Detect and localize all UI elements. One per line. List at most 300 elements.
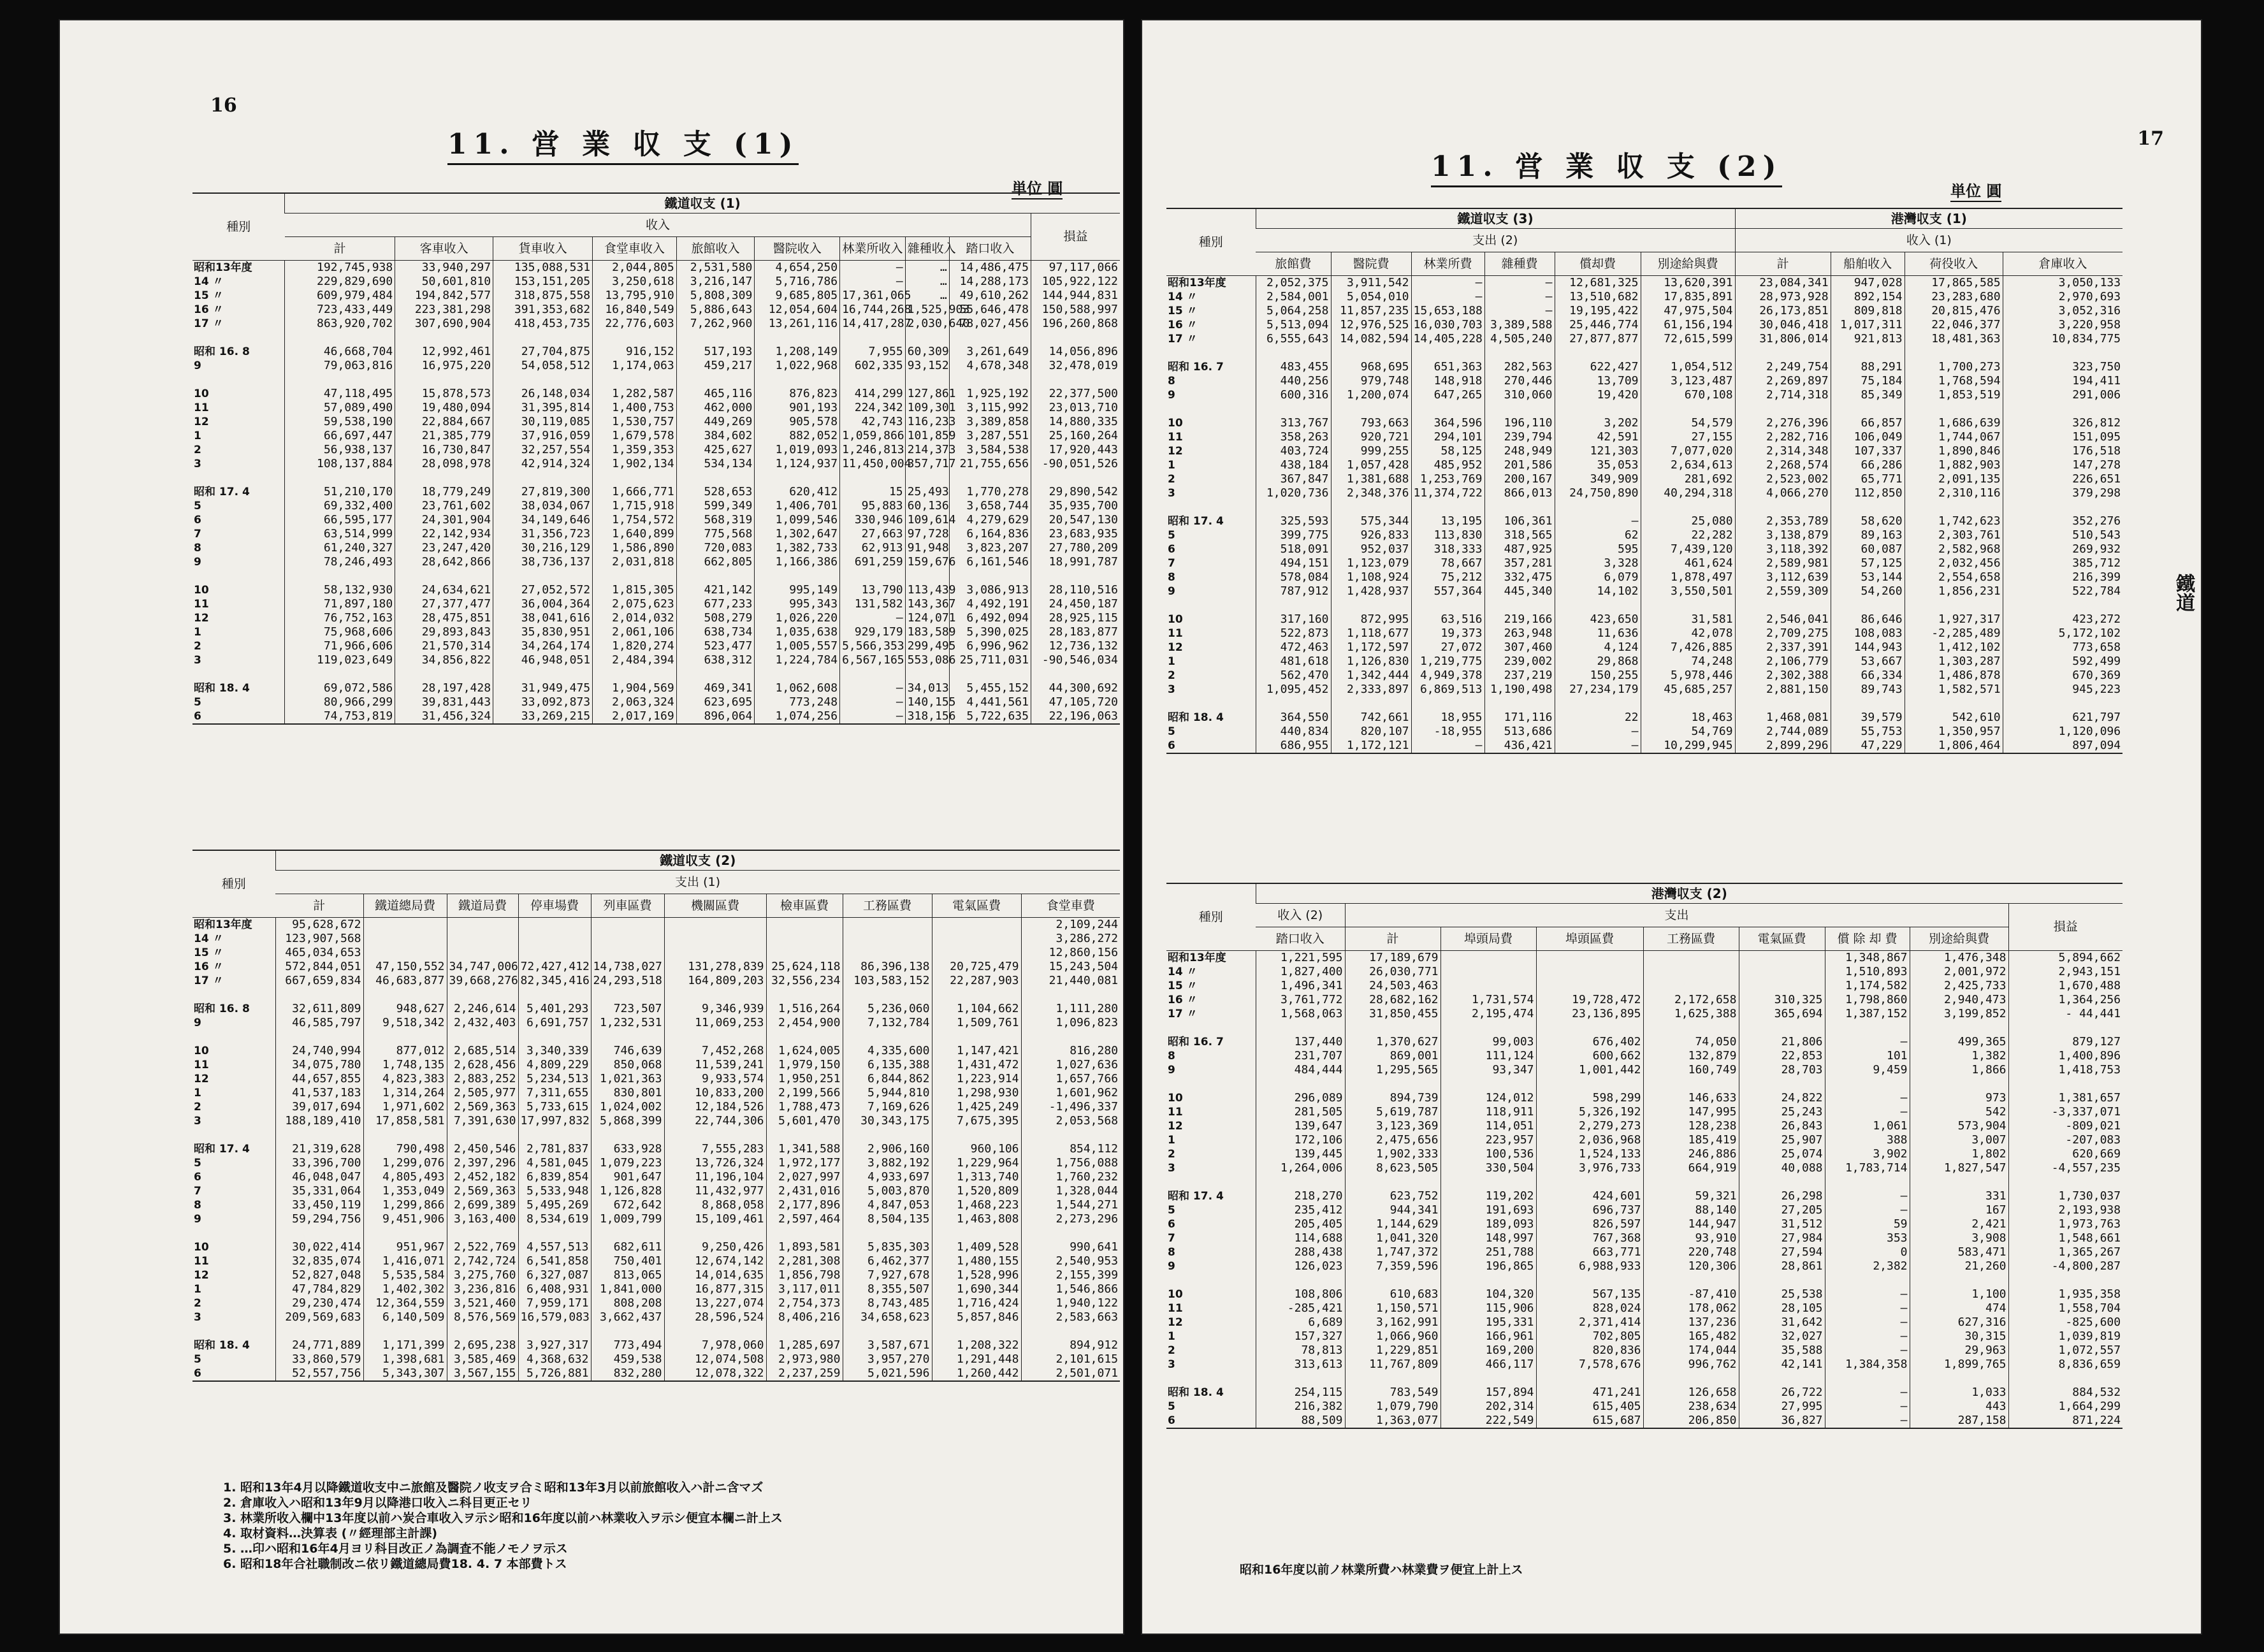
table-cell: 438,184 [1256, 458, 1331, 472]
table-cell: 494,151 [1256, 556, 1331, 570]
table-cell: 45,685,257 [1641, 683, 1735, 697]
col-header-type: 種別 [1166, 208, 1256, 276]
table-cell: 602,335 [840, 359, 906, 373]
table-cell: 2,195,474 [1440, 1007, 1536, 1021]
table-cell: 42,743 [840, 415, 906, 429]
table-cell: 59,321 [1643, 1189, 1739, 1203]
table-cell [591, 918, 664, 932]
row-period: 2 [194, 1296, 201, 1310]
table-cell: 353 [1825, 1231, 1910, 1245]
table-cell: 18,463 [1641, 711, 1735, 725]
table-cell: 440,834 [1256, 725, 1331, 739]
table-caption: 港灣収支 (1) [1735, 208, 2122, 229]
row-period: 16 〃 [1168, 318, 1198, 331]
table-cell: 1,510,893 [1825, 965, 1910, 979]
table-cell: 71,897,180 [285, 597, 395, 611]
table-cell [1739, 979, 1825, 993]
table-cell: 1,418,753 [2008, 1063, 2122, 1077]
table-cell: 2,523,002 [1735, 472, 1831, 486]
table-cell: 3,328 [1555, 556, 1641, 570]
table-cell: 13,709 [1555, 374, 1641, 388]
table-cell: 39,579 [1831, 711, 1905, 725]
table-cell: 1,348,867 [1825, 951, 1910, 966]
table-cell: 485,952 [1411, 458, 1484, 472]
table-cell: 95,628,672 [275, 918, 363, 932]
table-cell: 25,493 [905, 485, 949, 499]
table-cell: 773,494 [591, 1338, 664, 1352]
row-period: 6 [1166, 1414, 1256, 1428]
table-cell [591, 932, 664, 946]
table-cell: 1,640,899 [593, 527, 677, 541]
table-cell: 1,528,996 [932, 1268, 1021, 1282]
table-cell: 29,868 [1555, 655, 1641, 669]
table-cell [840, 667, 906, 681]
table-cell [676, 331, 755, 345]
table-cell [493, 667, 593, 681]
table-cell: 828,024 [1536, 1301, 1643, 1315]
table-cell: 41,537,183 [275, 1086, 363, 1100]
row-period: 11 [194, 1254, 209, 1268]
table-cell: 55,753 [1831, 725, 1905, 739]
table-cell: 313,613 [1256, 1358, 1345, 1372]
table-caption: 鐵道収支 (1) [285, 193, 1120, 214]
table-cell: 2,030,640 [905, 317, 949, 331]
table-cell: 239,002 [1484, 655, 1555, 669]
table-cell: -809,021 [2008, 1119, 2122, 1133]
table-cell: 866,013 [1484, 486, 1555, 500]
table-cell: 1,788,473 [766, 1100, 843, 1114]
table-row [192, 387, 1120, 401]
table-cell: 3,389,858 [949, 415, 1031, 429]
table-cell [1166, 598, 1256, 612]
table-cell: 88,509 [1256, 1414, 1345, 1428]
table-cell: 775,568 [676, 527, 755, 541]
table-cell: 773,248 [755, 695, 840, 709]
table-cell [518, 1324, 591, 1338]
table-cell: 5,857,846 [932, 1310, 1021, 1324]
table-cell: 3,162,991 [1345, 1315, 1440, 1330]
table-cell: 26,148,034 [493, 387, 593, 401]
column-header: 計 [275, 894, 363, 918]
table-cell: — [1411, 290, 1484, 304]
table-cell: 326,812 [2003, 416, 2122, 430]
table-cell: 2,709,275 [1735, 627, 1831, 641]
table-cell: 3,007 [1910, 1133, 2008, 1147]
table-cell: 872,995 [1331, 612, 1411, 627]
table-cell: 568,319 [676, 513, 755, 527]
table-cell: 66,286 [1831, 458, 1905, 472]
table-cell: 1,303,287 [1905, 655, 2003, 669]
table-cell: 11,636 [1555, 627, 1641, 641]
table-cell: 13,795,910 [593, 289, 677, 303]
table-cell [591, 946, 664, 960]
table-caption: 鐵道収支 (3) [1256, 208, 1735, 229]
table-cell: 5,455,152 [949, 681, 1031, 695]
table-cell: 5,808,309 [676, 289, 755, 303]
table-cell: — [840, 261, 906, 275]
column-header: 醫院費 [1331, 252, 1411, 276]
table-cell: -1,496,337 [1021, 1100, 1120, 1114]
table-cell: 150,255 [1555, 669, 1641, 683]
table-cell: 3,287,551 [949, 429, 1031, 443]
row-period: 3 [194, 1310, 201, 1324]
table-row [1166, 1007, 2122, 1021]
table-cell: 11,450,004 [840, 457, 906, 471]
table-row [1166, 683, 2122, 697]
table-cell: 3,882,192 [843, 1156, 932, 1170]
table-cell: 945,223 [2003, 683, 2122, 697]
table-cell: 219,166 [1484, 612, 1555, 627]
table-cell: 995,149 [755, 583, 840, 597]
table-cell: 196,110 [1484, 416, 1555, 430]
table-cell: 101 [1825, 1049, 1910, 1063]
railway-balance-table-2 [192, 850, 1120, 1382]
table-cell: 63,514,999 [285, 527, 395, 541]
table-cell: 1,172,597 [1331, 641, 1411, 655]
table-cell [1641, 402, 1735, 416]
table-cell: 1,382,733 [755, 541, 840, 555]
table-cell: 1,353,049 [363, 1184, 447, 1198]
table-cell [932, 1128, 1021, 1142]
table-cell: 5,535,584 [363, 1268, 447, 1282]
table-cell: 481,618 [1256, 655, 1331, 669]
table-cell: 14,417,287 [840, 317, 906, 331]
table-cell: 926,833 [1331, 528, 1411, 542]
table-cell: 1,548,661 [2008, 1231, 2122, 1245]
table-cell: 367,847 [1256, 472, 1331, 486]
table-cell: 1,061 [1825, 1119, 1910, 1133]
table-row [192, 569, 1120, 583]
table-cell [932, 918, 1021, 932]
table-cell: 5,172,102 [2003, 627, 2122, 641]
table-cell: 820,107 [1331, 725, 1411, 739]
table-cell: 1,686,639 [1905, 416, 2003, 430]
table-cell: 33,860,579 [275, 1352, 363, 1366]
table-cell: 462,000 [676, 401, 755, 415]
table-cell: 269,932 [2003, 542, 2122, 556]
table-cell: 676,402 [1536, 1035, 1643, 1049]
table-cell: 2,075,623 [593, 597, 677, 611]
table-cell: 1,001,442 [1536, 1063, 1643, 1077]
table-cell: 8,576,569 [447, 1310, 518, 1324]
table-cell: 1,264,006 [1256, 1161, 1345, 1175]
table-cell: 1,431,472 [932, 1058, 1021, 1072]
table-cell [1641, 598, 1735, 612]
table-cell: -4,557,235 [2008, 1161, 2122, 1175]
table-cell: 6,135,388 [843, 1058, 932, 1072]
row-period: 昭和 18. 4 [1168, 711, 1224, 724]
table-cell: 61,240,327 [285, 541, 395, 555]
table-cell: 1,544,271 [1021, 1198, 1120, 1212]
table-cell: 54,058,512 [493, 359, 593, 373]
table-cell: 670,108 [1641, 388, 1735, 402]
table-cell: 1,398,681 [363, 1352, 447, 1366]
table-cell: 6,492,094 [949, 611, 1031, 625]
table-cell: 1,730,037 [2008, 1189, 2122, 1203]
table-cell: 7,439,120 [1641, 542, 1735, 556]
table-cell: 21,755,656 [949, 457, 1031, 471]
table-row [192, 331, 1120, 345]
table-cell: 651,363 [1411, 360, 1484, 374]
table-cell: 22,853 [1739, 1049, 1825, 1063]
table-row [192, 359, 1120, 373]
table-cell: 2,273,296 [1021, 1212, 1120, 1226]
table-cell: 2,172,658 [1643, 993, 1739, 1007]
table-cell: 6,869,513 [1411, 683, 1484, 697]
table-cell: 1,062,608 [755, 681, 840, 695]
table-cell: 1,878,497 [1641, 570, 1735, 584]
table-cell: 6,408,931 [518, 1282, 591, 1296]
table-cell: 222,549 [1440, 1414, 1536, 1428]
table-cell: 251,788 [1440, 1245, 1536, 1259]
table-cell [395, 331, 493, 345]
table-cell [363, 1030, 447, 1044]
table-cell: — [1825, 1315, 1910, 1330]
table-cell: 484,444 [1256, 1063, 1345, 1077]
table-cell: — [840, 695, 906, 709]
table-cell: 598,299 [1536, 1091, 1643, 1105]
table-cell: 56,938,137 [285, 443, 395, 457]
table-cell: 79,063,816 [285, 359, 395, 373]
table-cell: 113,830 [1411, 528, 1484, 542]
table-row [1166, 514, 2122, 528]
row-period: 12 [1168, 641, 1183, 654]
table-cell [1643, 965, 1739, 979]
table-cell: 24,634,621 [395, 583, 493, 597]
table-cell: 24,771,889 [275, 1338, 363, 1352]
table-cell [2008, 1372, 2122, 1386]
row-period: 15 〃 [1168, 304, 1198, 317]
table-cell: 32,835,074 [275, 1254, 363, 1268]
table-cell: 8,355,507 [843, 1282, 932, 1296]
table-cell: 682,611 [591, 1240, 664, 1254]
table-cell: 27,663 [840, 527, 906, 541]
table-cell: 2,582,968 [1905, 542, 2003, 556]
table-cell: 1,144,629 [1345, 1217, 1440, 1231]
table-row [1166, 1203, 2122, 1217]
table-cell: 6,988,933 [1536, 1259, 1643, 1273]
table-cell: 999,255 [1331, 444, 1411, 458]
table-cell [1166, 1021, 1256, 1035]
table-cell: 1,229,851 [1345, 1344, 1440, 1358]
table-cell: 22,377,500 [1031, 387, 1120, 401]
table-cell [285, 331, 395, 345]
table-cell: 901,193 [755, 401, 840, 415]
table-cell: 1,700,273 [1905, 360, 2003, 374]
table-cell: 4,805,493 [363, 1170, 447, 1184]
table-cell: 5,716,786 [755, 275, 840, 289]
table-row [1166, 402, 2122, 416]
table-cell: 318,565 [1484, 528, 1555, 542]
table-cell: 287,158 [1910, 1414, 2008, 1428]
table-cell: 542 [1910, 1105, 2008, 1119]
unit-label: 単位 圓 [1012, 176, 1063, 199]
table-cell [1555, 346, 1641, 360]
table-cell [1641, 697, 1735, 711]
table-row [192, 1212, 1120, 1226]
table-cell [2008, 1077, 2122, 1091]
table-cell: 1,171,399 [363, 1338, 447, 1352]
table-cell [1031, 569, 1120, 583]
table-cell: 968,695 [1331, 360, 1411, 374]
table-cell: 1,406,701 [755, 499, 840, 513]
table-cell: 93,152 [905, 359, 949, 373]
table-cell: 1,079,790 [1345, 1400, 1440, 1414]
table-cell: 2,276,396 [1735, 416, 1831, 430]
table-cell [493, 373, 593, 387]
table-cell: 2,337,391 [1735, 641, 1831, 655]
table-cell: 310,060 [1484, 388, 1555, 402]
row-period: 6 [1166, 739, 1256, 753]
table-cell: 52,557,756 [275, 1366, 363, 1381]
table-cell [1641, 346, 1735, 360]
table-cell: 3,976,733 [1536, 1161, 1643, 1175]
table-row [1166, 556, 2122, 570]
table-cell: 1,359,353 [593, 443, 677, 457]
table-cell: 205,405 [1256, 1217, 1345, 1231]
row-period: 9 [194, 555, 201, 569]
table-caption: 鐵道収支 (2) [275, 850, 1120, 871]
table-cell [395, 471, 493, 485]
table-cell: 28,105 [1739, 1301, 1825, 1315]
table-cell [1739, 1273, 1825, 1287]
table-row [192, 541, 1120, 555]
table-cell: 209,569,683 [275, 1310, 363, 1324]
table-cell [275, 1030, 363, 1044]
table-cell: 21,260 [1910, 1259, 2008, 1273]
table-cell: 2,450,546 [447, 1142, 518, 1156]
table-cell [1345, 1077, 1440, 1091]
table-cell: 29,890,542 [1031, 485, 1120, 499]
table-cell: 18,779,249 [395, 485, 493, 499]
row-period: 10 [1168, 1287, 1183, 1301]
table-cell: 248,949 [1484, 444, 1555, 458]
table-cell: 508,279 [676, 611, 755, 625]
table-cell [949, 667, 1031, 681]
table-cell [1739, 965, 1825, 979]
table-cell: 871,224 [2008, 1414, 2122, 1428]
table-cell: 21,319,628 [275, 1142, 363, 1156]
table-cell: 1,009,799 [591, 1212, 664, 1226]
table-cell: 414,299 [840, 387, 906, 401]
row-period: 昭和 17. 4 [1168, 1189, 1224, 1203]
table-cell: 4,505,240 [1484, 332, 1555, 346]
table-cell: -3,337,071 [2008, 1105, 2122, 1119]
table-cell: 137,440 [1256, 1035, 1345, 1049]
table-cell: 34,013 [905, 681, 949, 695]
table-row [1166, 1035, 2122, 1049]
table-cell: 364,550 [1256, 711, 1331, 725]
table-cell: 11,767,809 [1345, 1358, 1440, 1372]
table-cell: 174,044 [1643, 1344, 1739, 1358]
footnote: 昭和16年度以前ノ林業所費ハ林業費ヲ便宜上計上ス [1240, 1563, 1523, 1577]
table-cell [840, 373, 906, 387]
table-cell: 3,236,816 [447, 1282, 518, 1296]
table-cell [1484, 500, 1555, 514]
table-row [192, 1366, 1120, 1381]
table-cell [1643, 1077, 1739, 1091]
row-period: 5 [1168, 1400, 1175, 1413]
table-cell [843, 932, 932, 946]
table-cell: - 44,441 [2008, 1007, 2122, 1021]
table-cell [1331, 697, 1411, 711]
table-cell: 1,224,784 [755, 653, 840, 667]
table-cell: 615,687 [1536, 1414, 1643, 1428]
table-cell: 75,212 [1411, 570, 1484, 584]
table-cell: 78,027,456 [949, 317, 1031, 331]
table-cell: 21,440,081 [1021, 974, 1120, 988]
table-cell [275, 1128, 363, 1142]
table-cell [1411, 598, 1484, 612]
footnote: 1. 昭和13年4月以降鐵道收支中ニ旅館及醫院ノ收支ヲ合ミ昭和13年3月以前旅館收入ハ計ニ含マズ [223, 1481, 764, 1495]
table-row [1166, 1330, 2122, 1344]
column-header: 停車場費 [518, 894, 591, 918]
table-cell [2003, 402, 2122, 416]
table-cell: 13,510,682 [1555, 290, 1641, 304]
table-row [192, 555, 1120, 569]
table-cell: -2,285,489 [1905, 627, 2003, 641]
table-cell: 159,676 [905, 555, 949, 569]
table-cell [1910, 1372, 2008, 1386]
table-cell: 121,303 [1555, 444, 1641, 458]
table-cell: 106,049 [1831, 430, 1905, 444]
table-cell: 6,327,087 [518, 1268, 591, 1282]
table-cell: 76,752,163 [285, 611, 395, 625]
column-header: 償 除 却 費 [1825, 927, 1910, 951]
table-cell: 4,335,600 [843, 1044, 932, 1058]
table-row [192, 303, 1120, 317]
table-cell: 1,925,192 [949, 387, 1031, 401]
table-cell: 40,294,318 [1641, 486, 1735, 500]
table-cell: 1,364,256 [2008, 993, 2122, 1007]
table-cell [395, 667, 493, 681]
table-cell: 26,173,851 [1735, 304, 1831, 318]
table-cell: 132,879 [1643, 1049, 1739, 1063]
table-cell: 5,944,810 [843, 1086, 932, 1100]
table-cell: 627,316 [1910, 1315, 2008, 1330]
table-cell: 69,072,586 [285, 681, 395, 695]
column-header: 埠頭區費 [1536, 927, 1643, 951]
table-cell: 39,017,694 [275, 1100, 363, 1114]
table-cell: 235,412 [1256, 1203, 1345, 1217]
table-cell: 42,914,324 [493, 457, 593, 471]
table-cell: 7,169,626 [843, 1100, 932, 1114]
table-cell [1031, 471, 1120, 485]
table-cell [843, 1324, 932, 1338]
table-row [192, 681, 1120, 695]
table-cell: 6,462,377 [843, 1254, 932, 1268]
table-cell: 13,261,116 [755, 317, 840, 331]
table-row [1166, 1372, 2122, 1386]
table-row [192, 527, 1120, 541]
table-cell: 767,368 [1536, 1231, 1643, 1245]
table-cell: 53,667 [1831, 655, 1905, 669]
table-cell: 109,614 [905, 513, 949, 527]
table-cell [664, 932, 766, 946]
table-cell [1905, 598, 2003, 612]
table-cell: 195,331 [1440, 1315, 1536, 1330]
table-row [1166, 542, 2122, 556]
table-cell: 7,927,678 [843, 1268, 932, 1282]
table-cell: 3,286,272 [1021, 932, 1120, 946]
row-period: 1 [1168, 1330, 1175, 1343]
table-cell: 25,538 [1739, 1287, 1825, 1301]
table-cell: 5,835,303 [843, 1240, 932, 1254]
table-cell: 17,865,585 [1905, 276, 2003, 291]
table-cell: — [1825, 1386, 1910, 1400]
table-cell: 291,006 [2003, 388, 2122, 402]
table-cell: 384,602 [676, 429, 755, 443]
